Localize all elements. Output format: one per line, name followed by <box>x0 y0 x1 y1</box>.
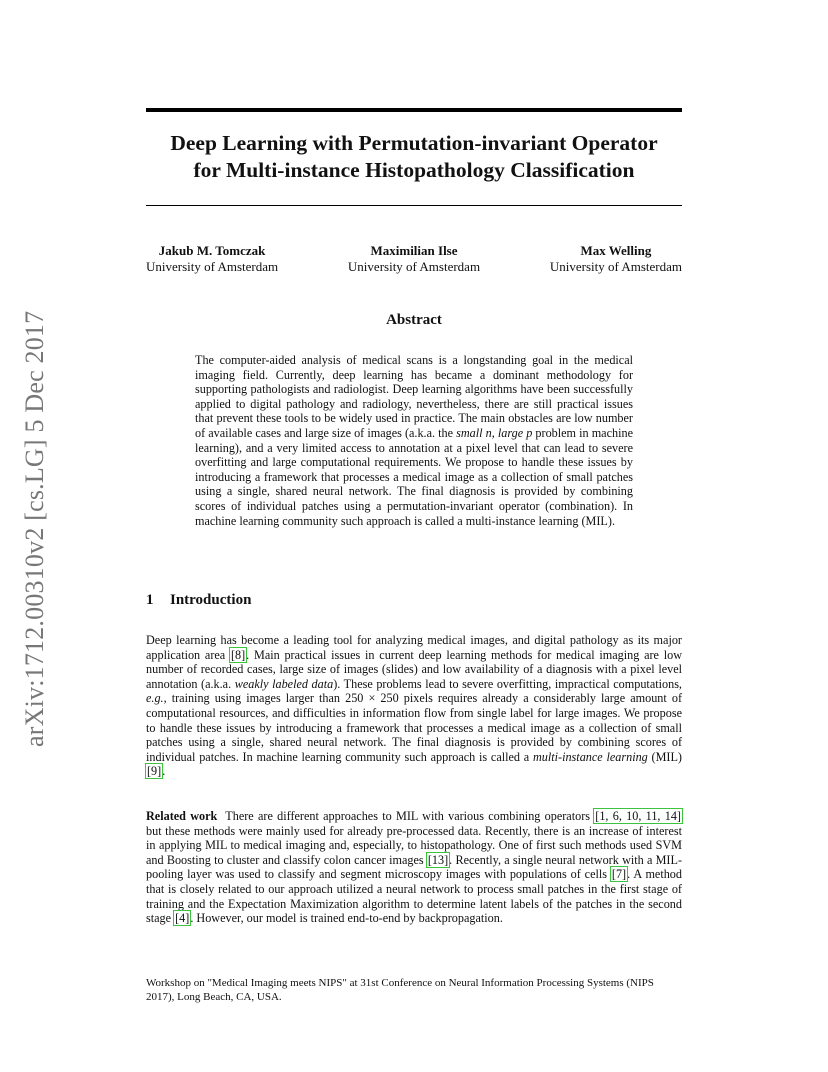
author-name: Max Welling <box>580 243 652 258</box>
intro-text: ). These problems lead to severe overfitting, impractical computations, <box>333 676 682 691</box>
intro-italic: weakly labeled data <box>234 676 334 691</box>
related-text: but these methods were mainly used for already pre-processed data. Recently, there is an increase of interest in applying MIL to medical imaging and, especially, to histopathology. One of first such methods used SVM and Boosting to cluster and classify colon cancer images <box>146 823 682 867</box>
author-3 <box>550 243 682 274</box>
intro-text: Deep learning has become a leading tool for analyzing medical images, and digital pathology as its major application area <box>146 633 682 662</box>
section-number: 1 <box>146 592 154 608</box>
author-name: Maximilian Ilse <box>370 243 458 258</box>
abstract-part: problem in machine learning), and a very limited access to annotation at a pixel level that can lead to severe overfitting and large computational requirements. We propose to handle these issues by introducing a framework that processes a medical image as a collection of small patches using a single, shared neural network. The final diagnosis is provided by combining scores of individual patches using a permutation-invariant operator (combination). In machine learning community such approach is called a multi-instance learning (MIL). <box>195 425 633 528</box>
abstract-italic: small n, large p <box>456 425 533 440</box>
related-text: . However, our model is trained end-to-end by backpropagation. <box>190 911 503 926</box>
author-2 <box>348 243 480 274</box>
citation-link[interactable]: [4] <box>175 911 190 926</box>
related-text: . A method that is closely related to our approach utilized a neural network to process small patches in the first stage of training and the Expectation Maximization algorithm to determine latent labels of the patches in the second stage <box>146 867 682 926</box>
title-line-2: for Multi-instance Histopathology Classification <box>193 158 635 182</box>
citation-link[interactable]: [9] <box>147 764 162 779</box>
title-line-1: Deep Learning with Permutation-invariant Operator <box>170 131 658 155</box>
introduction-paragraph <box>146 633 682 779</box>
section-heading-introduction <box>146 592 251 609</box>
related-text: There are different approaches to MIL with various combining operators <box>225 809 595 823</box>
author-affiliation: University of Amsterdam <box>549 258 682 274</box>
author-affiliation: University of Amsterdam <box>146 258 279 274</box>
citation-link[interactable]: [1, 6, 10, 11, 14] <box>595 809 681 823</box>
author-list <box>146 243 682 274</box>
related-work-label: Related work <box>146 809 218 823</box>
intro-text: . Main practical issues in current deep learning methods for medical imaging are low number of recorded cases, large size of images (slides) and low availability of a diagnosis with a pixel level annotation (a.k.a. <box>146 647 682 691</box>
intro-text: (MIL) <box>647 749 682 764</box>
abstract-part: The computer-aided analysis of medical scans is a longstanding goal in the medical imaging field. Currently, deep learning has became a dominant methodology for supporting pathologists and radiologist. Deep learning algorithms have been successfully applied to digital pathology and radiology, nevertheless, there are still practical issues that prevent these tools to be widely used in practice. The main obstacles are low number of available cases and large size of images (a.k.a. the <box>195 353 633 440</box>
citation-link[interactable]: [8] <box>230 647 246 662</box>
abstract-heading: Abstract <box>386 312 442 328</box>
related-text: . Recently, a single neural network with a MIL-pooling layer was used to classify and segment microscopy images with populations of cells <box>146 852 682 882</box>
intro-italic: multi-instance learning <box>532 749 648 764</box>
intro-italic: e.g. <box>146 691 164 706</box>
intro-text: , training using images larger than 250 × 250 pixels requires already a considerably large amount of computational resources, and difficulties in information flow from single label for large images. We propose to handle these issues by introducing a framework that processes a medical image as a collection of small patches using a single, shared neural network. The final diagnosis is provided by combining scores of individual patches. In machine learning community such approach is called a <box>146 691 682 764</box>
title-bottom-rule <box>146 205 682 206</box>
intro-text: . <box>162 764 166 779</box>
footnote: Workshop on "Medical Imaging meets NIPS" at 31st Conference on Neural Information Processing Systems (NIPS 2017), Long Beach, CA, USA. <box>146 977 654 1003</box>
citation-link[interactable]: [13] <box>427 852 449 867</box>
arxiv-stamp: arXiv:1712.00310v2 [cs.LG] 5 Dec 2017 <box>20 310 49 747</box>
title-top-rule <box>146 108 682 112</box>
author-name: Jakub M. Tomczak <box>158 243 266 258</box>
author-1 <box>146 243 278 274</box>
abstract-text <box>195 353 633 528</box>
author-affiliation: University of Amsterdam <box>347 258 481 274</box>
related-work-paragraph <box>146 809 682 926</box>
paper-title <box>146 130 682 184</box>
citation-link[interactable]: [7] <box>611 867 627 882</box>
section-title: Introduction <box>170 592 252 608</box>
